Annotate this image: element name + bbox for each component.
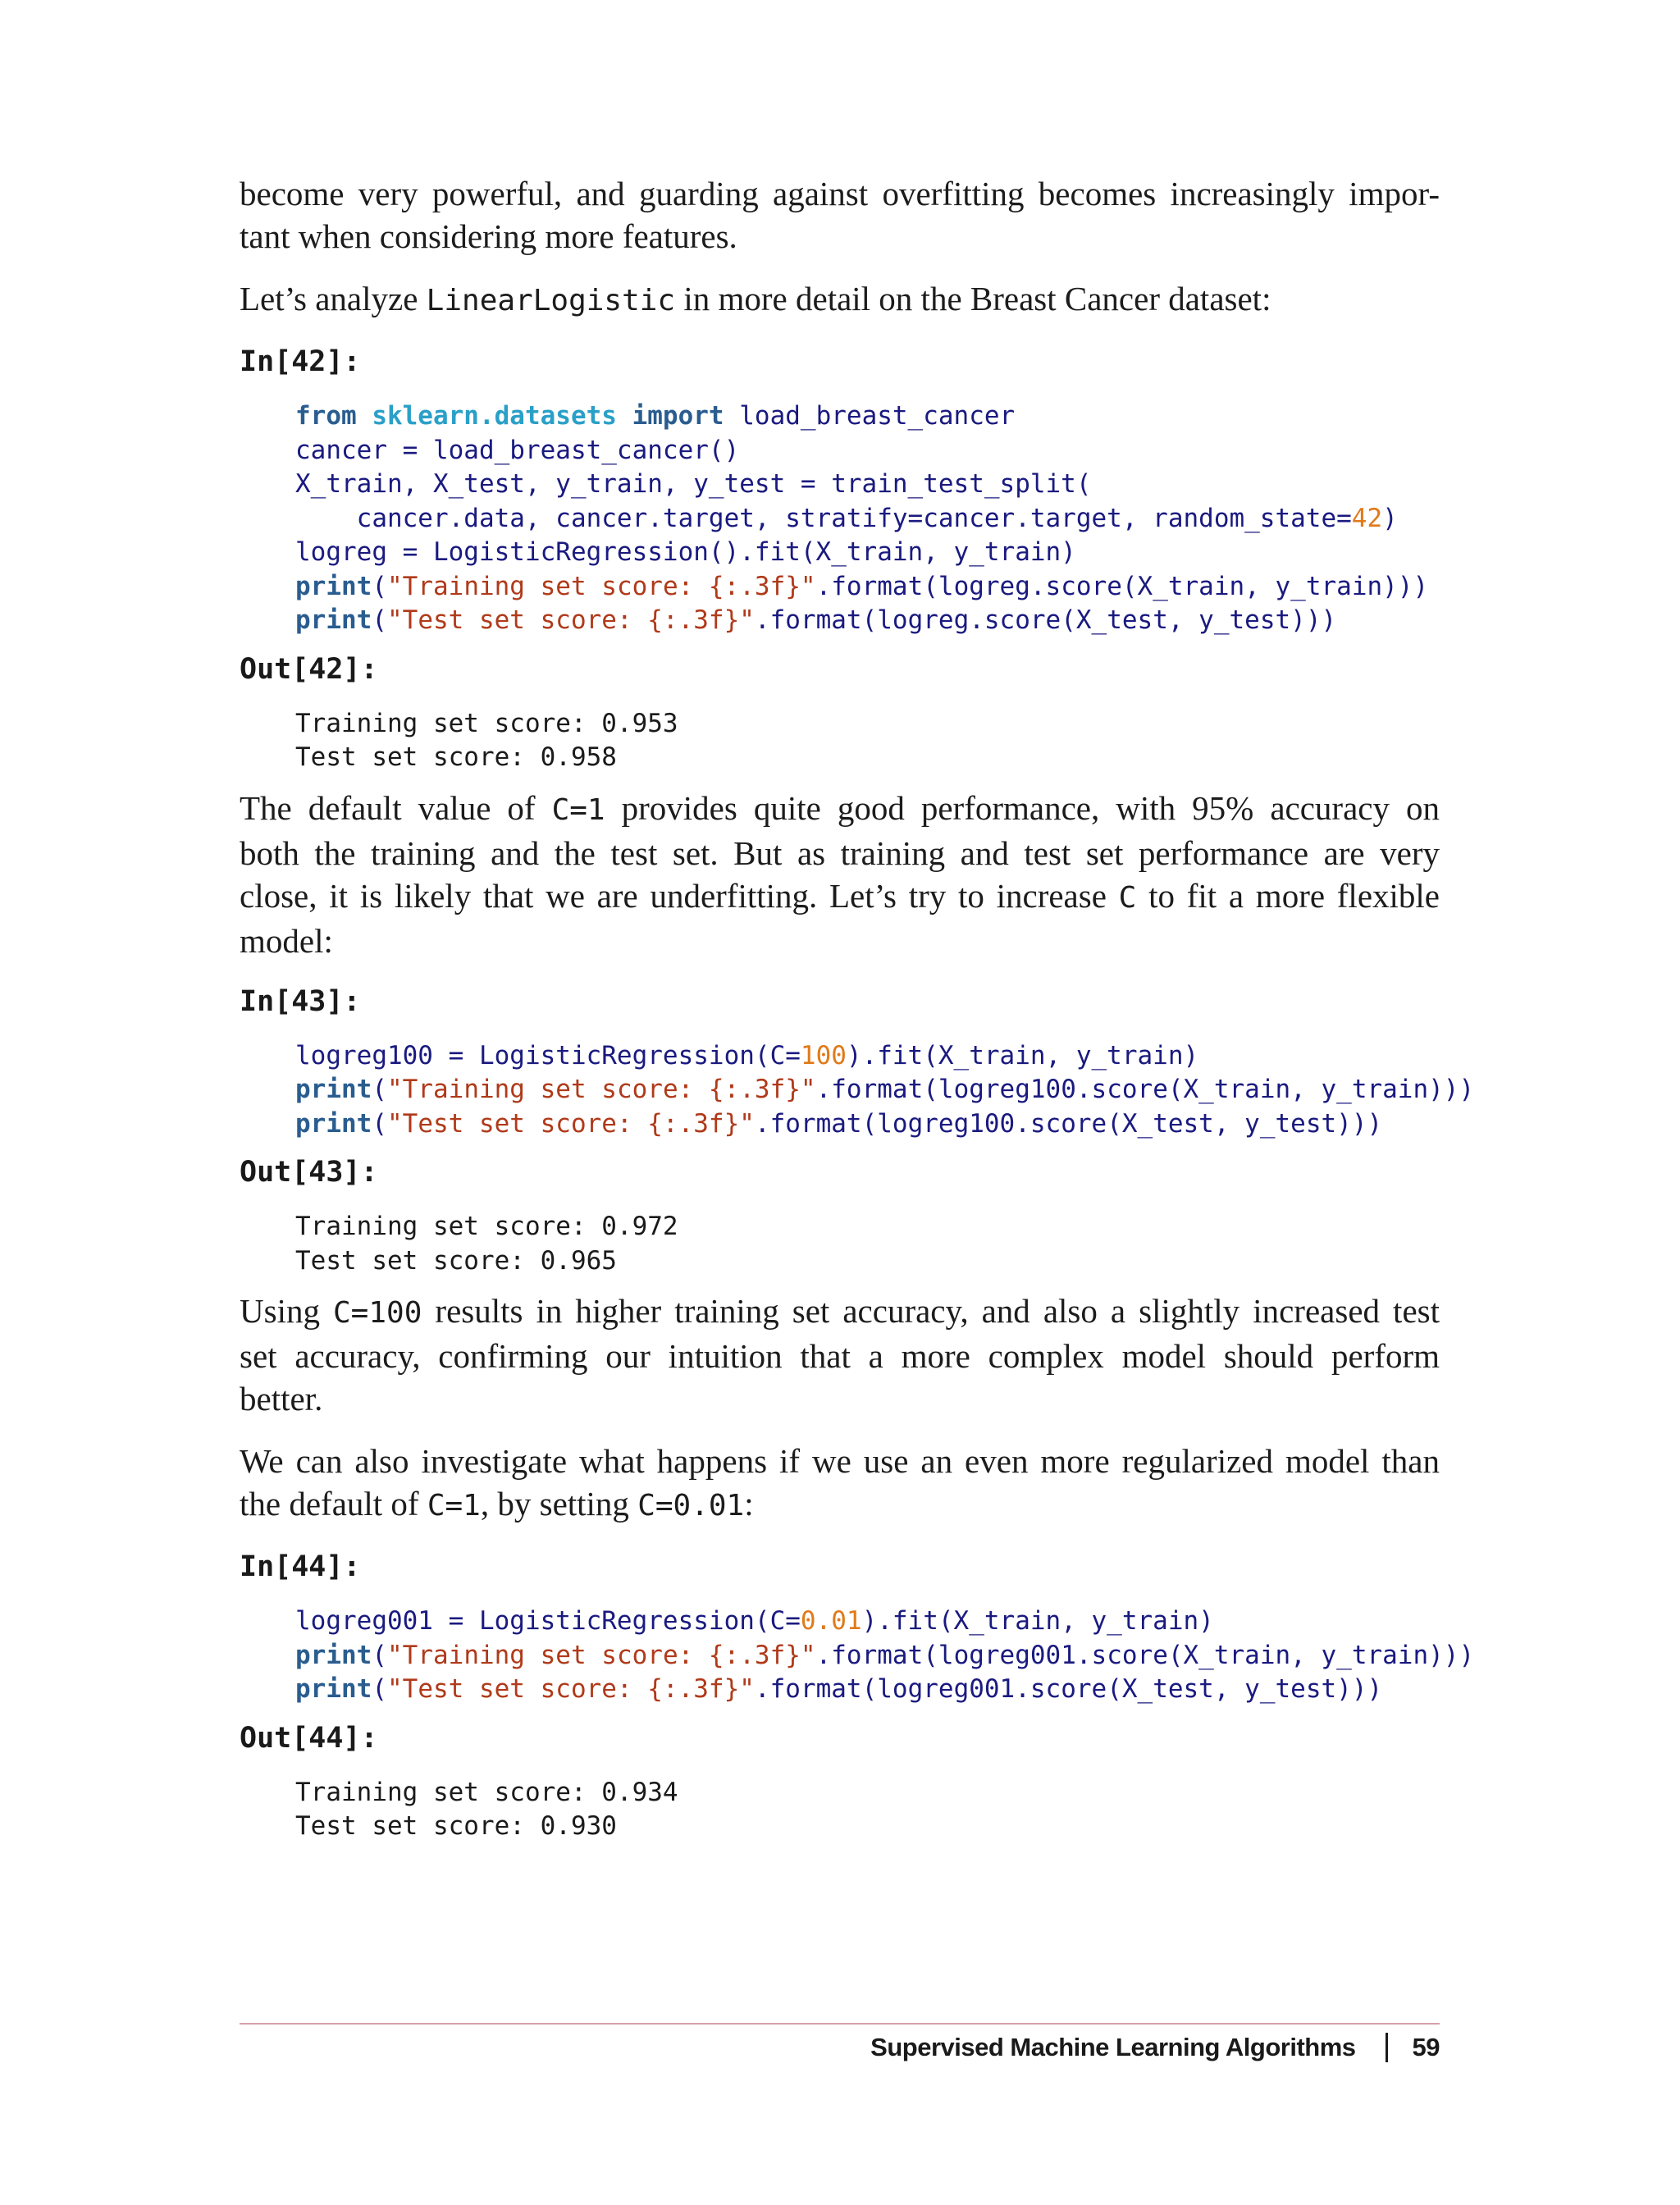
- footer-divider: [240, 2023, 1440, 2025]
- code-line: [295, 570, 1440, 605]
- text-span: The default value of: [240, 788, 552, 827]
- inline-code: C=1: [427, 1489, 481, 1522]
- cell-output-label: Out[42]:: [240, 652, 378, 686]
- keyword: import: [616, 401, 724, 431]
- output-line: Test set score: 0.930: [295, 1811, 617, 1841]
- code-line: [295, 502, 1440, 536]
- code-text: (: [372, 571, 387, 601]
- string-literal: "Test set score: {:.3f}": [387, 1674, 755, 1704]
- number-literal: 100: [800, 1040, 847, 1071]
- code-block: [240, 1605, 1475, 1707]
- code-line: [295, 1605, 1440, 1639]
- code-text: load_breast_cancer: [724, 401, 1016, 431]
- keyword: print: [295, 1674, 372, 1704]
- page-footer: [870, 2033, 1440, 2062]
- code-text: (: [372, 1674, 387, 1704]
- string-literal: "Training set score: {:.3f}": [387, 1640, 816, 1670]
- string-literal: "Test set score: {:.3f}": [387, 1108, 755, 1139]
- code-line: logreg = LogisticRegression().fit(X_train, y_train): [295, 537, 1076, 567]
- text-span: the default of: [240, 1485, 427, 1522]
- code-line: [295, 1639, 1475, 1673]
- keyword: print: [295, 1075, 372, 1104]
- text-span: to fit a more flexible: [1136, 876, 1440, 915]
- text-line: tant when considering more features.: [240, 217, 737, 255]
- output-line: Training set score: 0.972: [295, 1212, 678, 1241]
- cell-input-label: In[44]:: [240, 1550, 361, 1583]
- code-text: logreg100 = LogisticRegression(C=: [295, 1040, 801, 1071]
- code-text: .format(logreg.score(X_test, y_test))): [754, 605, 1337, 635]
- code-text: (: [372, 605, 387, 635]
- module-name: sklearn.datasets: [356, 401, 617, 431]
- inline-code: C=100: [333, 1296, 422, 1330]
- text-span: provides quite good performance, with 95% accuracy on: [605, 788, 1440, 827]
- code-block: [240, 399, 1440, 638]
- running-footer-title: Supervised Machine Learning Algorithms: [870, 2033, 1356, 2061]
- code-text: ).fit(X_train, y_train): [846, 1040, 1199, 1071]
- cell-output-label: Out[43]:: [240, 1156, 378, 1189]
- text-line: set accuracy, confirming our intuition that a more complex model should perform: [240, 1337, 1440, 1375]
- output-block: [240, 1210, 1440, 1278]
- code-text: .format(logreg.score(X_train, y_train))): [815, 571, 1429, 601]
- page-number: 59: [1412, 2033, 1440, 2061]
- code-text: ).fit(X_train, y_train): [861, 1606, 1214, 1636]
- text-line: We can also investigate what happens if we use an even more regularized model than: [240, 1442, 1440, 1480]
- keyword: print: [295, 605, 372, 635]
- code-line: [295, 1107, 1440, 1142]
- footer-separator: [1386, 2033, 1388, 2062]
- paragraph-regularized: [240, 1440, 1440, 1527]
- code-line: X_train, X_test, y_train, y_test = train_test_split(: [295, 469, 1092, 499]
- output-block: [240, 1776, 1440, 1844]
- cell-input-label: In[42]:: [240, 345, 361, 378]
- keyword: print: [295, 1640, 372, 1670]
- code-text: .format(logreg100.score(X_train, y_train))): [815, 1075, 1475, 1104]
- text-span: close, it is likely that we are underfitting. Let’s try to increase: [240, 876, 1119, 915]
- code-text: cancer.data, cancer.target, stratify=cancer.target, random_state=: [295, 503, 1352, 533]
- text-span: results in higher training set accuracy, and also a slightly increased test: [422, 1292, 1440, 1330]
- string-literal: "Training set score: {:.3f}": [387, 1075, 816, 1104]
- paragraph-analyze: [240, 277, 1440, 322]
- code-text: .format(logreg001.score(X_train, y_train))): [815, 1640, 1475, 1670]
- keyword: print: [295, 1108, 372, 1139]
- code-block: [240, 1039, 1475, 1142]
- number-literal: 42: [1351, 503, 1383, 533]
- paragraph-intro: [240, 172, 1440, 258]
- output-line: Training set score: 0.934: [295, 1777, 678, 1807]
- output-line: Test set score: 0.965: [295, 1245, 617, 1276]
- code-text: (: [372, 1075, 387, 1104]
- code-text: logreg001 = LogisticRegression(C=: [295, 1606, 801, 1636]
- text-span: Using: [240, 1292, 333, 1330]
- text-line: both the training and the test set. But as training and test set performance are very: [240, 833, 1440, 872]
- output-line: Training set score: 0.953: [295, 708, 678, 738]
- inline-code: LinearLogistic: [426, 284, 676, 317]
- code-text: (: [372, 1640, 387, 1670]
- cell-output-label: Out[44]:: [240, 1721, 378, 1755]
- text-span: in more detail on the Breast Cancer dataset:: [675, 280, 1271, 317]
- code-text: (: [372, 1108, 387, 1139]
- code-line: [295, 1073, 1475, 1107]
- text-line: better.: [240, 1380, 323, 1418]
- text-span: Let’s analyze: [240, 280, 427, 317]
- code-line: [295, 604, 1440, 638]
- number-literal: 0.01: [800, 1606, 862, 1636]
- text-line: become very powerful, and guarding against overfitting becomes increasingly impor-: [240, 175, 1440, 212]
- code-line: [295, 1673, 1440, 1707]
- inline-code: C=0.01: [637, 1489, 745, 1522]
- text-span: :: [744, 1485, 754, 1522]
- output-block: [240, 707, 1440, 775]
- code-line: [295, 399, 1440, 434]
- text-line: model:: [240, 921, 333, 960]
- page-content: [240, 172, 1475, 1844]
- output-line: Test set score: 0.958: [295, 742, 617, 772]
- keyword: from: [295, 401, 357, 431]
- code-text: .format(logreg100.score(X_test, y_test))): [754, 1108, 1383, 1139]
- code-text: .format(logreg001.score(X_test, y_test))): [754, 1674, 1383, 1704]
- code-text: ): [1382, 503, 1398, 533]
- paragraph-using-c100: [240, 1290, 1440, 1420]
- inline-code: C: [1118, 880, 1137, 915]
- keyword: print: [295, 571, 372, 601]
- code-line: [295, 1039, 1440, 1074]
- string-literal: "Test set score: {:.3f}": [387, 605, 755, 635]
- paragraph-default-c: [240, 787, 1440, 962]
- code-line: cancer = load_breast_cancer(): [295, 435, 740, 465]
- inline-code: C=1: [551, 792, 605, 827]
- string-literal: "Training set score: {:.3f}": [387, 571, 816, 601]
- cell-input-label: In[43]:: [240, 984, 361, 1018]
- text-span: , by setting: [480, 1485, 638, 1522]
